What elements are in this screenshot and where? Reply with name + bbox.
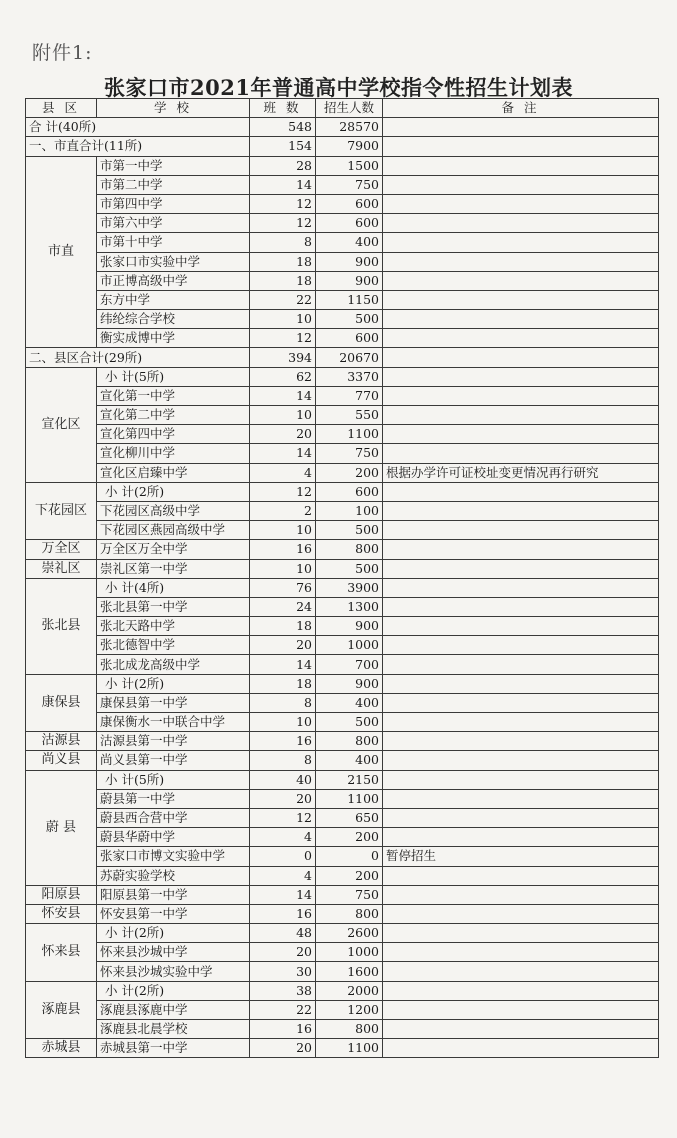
- class-count: 548: [250, 118, 316, 137]
- school-name: 下花园区高级中学: [97, 501, 250, 520]
- county-name: 怀来县: [26, 924, 97, 982]
- enrollment-count: 800: [316, 904, 383, 923]
- class-count: 8: [250, 233, 316, 252]
- table-row: [26, 367, 659, 386]
- table-row: [26, 789, 659, 808]
- county-name: 宣化区: [26, 367, 97, 482]
- table-row: [26, 463, 659, 482]
- header-remarks: 备 注: [383, 99, 659, 118]
- enrollment-count: 550: [316, 406, 383, 425]
- school-name: 赤城县第一中学: [97, 1039, 250, 1058]
- remark: [383, 636, 659, 655]
- school-name: 宣化第二中学: [97, 406, 250, 425]
- table-row: [26, 693, 659, 712]
- table-row: [26, 808, 659, 827]
- class-count: 20: [250, 943, 316, 962]
- enrollment-count: 770: [316, 386, 383, 405]
- county-name: 蔚 县: [26, 770, 97, 885]
- table-row: [26, 214, 659, 233]
- class-count: 20: [250, 636, 316, 655]
- remark: [383, 559, 659, 578]
- class-count: 20: [250, 425, 316, 444]
- table-row: [26, 847, 659, 866]
- class-count: 8: [250, 693, 316, 712]
- school-name: 怀安县第一中学: [97, 904, 250, 923]
- remark: [383, 329, 659, 348]
- total-row: [26, 348, 659, 367]
- school-name: 张北德智中学: [97, 636, 250, 655]
- enrollment-count: 28570: [316, 118, 383, 137]
- remark: [383, 655, 659, 674]
- county-name: 下花园区: [26, 482, 97, 540]
- county-name: 阳原县: [26, 885, 97, 904]
- class-count: 30: [250, 962, 316, 981]
- remark: [383, 1020, 659, 1039]
- school-name: 宣化第四中学: [97, 425, 250, 444]
- county-name: 尚义县: [26, 751, 97, 770]
- table-row: [26, 156, 659, 175]
- remark: [383, 233, 659, 252]
- class-count: 10: [250, 406, 316, 425]
- subtotal-label: 小 计(5所): [97, 770, 250, 789]
- remark: [383, 866, 659, 885]
- school-name: 市第二中学: [97, 175, 250, 194]
- enrollment-count: 750: [316, 175, 383, 194]
- remark: [383, 367, 659, 386]
- class-count: 48: [250, 924, 316, 943]
- school-name: 纬纶综合学校: [97, 310, 250, 329]
- remark: [383, 904, 659, 923]
- remark: [383, 808, 659, 827]
- class-count: 8: [250, 751, 316, 770]
- enrollment-count: 1600: [316, 962, 383, 981]
- class-count: 12: [250, 194, 316, 213]
- total-label: 一、市直合计(11所): [26, 137, 250, 156]
- school-name: 衡实成博中学: [97, 329, 250, 348]
- table-row: [26, 617, 659, 636]
- remark: [383, 713, 659, 732]
- school-name: 怀来县沙城中学: [97, 943, 250, 962]
- enrollment-count: 1000: [316, 636, 383, 655]
- table-row: [26, 770, 659, 789]
- table-row: [26, 501, 659, 520]
- school-name: 尚义县第一中学: [97, 751, 250, 770]
- remark: [383, 1000, 659, 1019]
- table-row: [26, 751, 659, 770]
- enrollment-count: 700: [316, 655, 383, 674]
- school-name: 张北天路中学: [97, 617, 250, 636]
- table-row: [26, 674, 659, 693]
- enrollment-count: 500: [316, 559, 383, 578]
- enrollment-count: 100: [316, 501, 383, 520]
- enrollment-count: 800: [316, 732, 383, 751]
- class-count: 20: [250, 789, 316, 808]
- remark: [383, 732, 659, 751]
- table-row: [26, 271, 659, 290]
- county-name: 崇礼区: [26, 559, 97, 578]
- remark: [383, 789, 659, 808]
- enrollment-count: 900: [316, 271, 383, 290]
- enrollment-count: 0: [316, 847, 383, 866]
- table-row: [26, 828, 659, 847]
- school-name: 阳原县第一中学: [97, 885, 250, 904]
- enrollment-count: 900: [316, 674, 383, 693]
- remark: [383, 386, 659, 405]
- table-row: [26, 482, 659, 501]
- table-row: [26, 425, 659, 444]
- enrollment-count: 1100: [316, 1039, 383, 1058]
- county-name: 沽源县: [26, 732, 97, 751]
- remark: [383, 310, 659, 329]
- class-count: 40: [250, 770, 316, 789]
- total-row: [26, 137, 659, 156]
- table-row: [26, 1020, 659, 1039]
- remark: [383, 770, 659, 789]
- enrollment-count: 900: [316, 252, 383, 271]
- table-row: [26, 252, 659, 271]
- total-row: [26, 118, 659, 137]
- enrollment-count: 1150: [316, 290, 383, 309]
- class-count: 14: [250, 175, 316, 194]
- county-name: 涿鹿县: [26, 981, 97, 1039]
- school-name: 蔚县华蔚中学: [97, 828, 250, 847]
- class-count: 10: [250, 521, 316, 540]
- table-row: [26, 194, 659, 213]
- remark: 根据办学许可证校址变更情况再行研究: [383, 463, 659, 482]
- school-name: 宣化第一中学: [97, 386, 250, 405]
- remark: [383, 828, 659, 847]
- enrollment-count: 1000: [316, 943, 383, 962]
- remark: [383, 962, 659, 981]
- table-row: [26, 444, 659, 463]
- school-name: 苏蔚实验学校: [97, 866, 250, 885]
- remark: [383, 521, 659, 540]
- remark: [383, 271, 659, 290]
- class-count: 4: [250, 463, 316, 482]
- class-count: 16: [250, 904, 316, 923]
- header-classes: 班 数: [250, 99, 316, 118]
- class-count: 18: [250, 674, 316, 693]
- school-name: 涿鹿县北晨学校: [97, 1020, 250, 1039]
- remark: [383, 194, 659, 213]
- table-row: [26, 655, 659, 674]
- enrollment-count: 800: [316, 1020, 383, 1039]
- table-header-row: [26, 99, 659, 118]
- remark: [383, 501, 659, 520]
- enrollment-count: 400: [316, 693, 383, 712]
- school-name: 张家口市博文实验中学: [97, 847, 250, 866]
- remark: [383, 482, 659, 501]
- table-row: [26, 713, 659, 732]
- class-count: 16: [250, 540, 316, 559]
- table-row: [26, 175, 659, 194]
- class-count: 18: [250, 617, 316, 636]
- remark: [383, 137, 659, 156]
- school-name: 崇礼区第一中学: [97, 559, 250, 578]
- remark: [383, 118, 659, 137]
- remark: [383, 674, 659, 693]
- remark: [383, 885, 659, 904]
- header-school: 学 校: [97, 99, 250, 118]
- enrollment-count: 800: [316, 540, 383, 559]
- enrollment-count: 500: [316, 310, 383, 329]
- table-body: [26, 99, 659, 1058]
- table-row: [26, 540, 659, 559]
- school-name: 市第十中学: [97, 233, 250, 252]
- county-name: 市直: [26, 156, 97, 348]
- school-name: 东方中学: [97, 290, 250, 309]
- table-row: [26, 310, 659, 329]
- enrollment-count: 2600: [316, 924, 383, 943]
- school-name: 宣化柳川中学: [97, 444, 250, 463]
- subtotal-label: 小 计(2所): [97, 981, 250, 1000]
- class-count: 12: [250, 214, 316, 233]
- school-name: 涿鹿县涿鹿中学: [97, 1000, 250, 1019]
- remark: [383, 156, 659, 175]
- enrollment-count: 2000: [316, 981, 383, 1000]
- school-name: 市第四中学: [97, 194, 250, 213]
- class-count: 12: [250, 808, 316, 827]
- enrollment-count: 200: [316, 828, 383, 847]
- enrollment-count: 400: [316, 751, 383, 770]
- enrollment-count: 1200: [316, 1000, 383, 1019]
- enrollment-count: 500: [316, 521, 383, 540]
- subtotal-label: 小 计(2所): [97, 482, 250, 501]
- school-name: 张北成龙高级中学: [97, 655, 250, 674]
- school-name: 下花园区燕园高级中学: [97, 521, 250, 540]
- class-count: 16: [250, 732, 316, 751]
- enrollment-count: 750: [316, 444, 383, 463]
- county-name: 康保县: [26, 674, 97, 732]
- school-name: 市正博高级中学: [97, 271, 250, 290]
- class-count: 22: [250, 290, 316, 309]
- class-count: 20: [250, 1039, 316, 1058]
- class-count: 18: [250, 271, 316, 290]
- class-count: 10: [250, 713, 316, 732]
- remark: [383, 406, 659, 425]
- remark: [383, 924, 659, 943]
- school-name: 市第六中学: [97, 214, 250, 233]
- class-count: 12: [250, 482, 316, 501]
- remark: [383, 540, 659, 559]
- enrollment-count: 750: [316, 885, 383, 904]
- table-row: [26, 1039, 659, 1058]
- remark: [383, 943, 659, 962]
- enrollment-count: 1500: [316, 156, 383, 175]
- subtotal-label: 小 计(2所): [97, 674, 250, 693]
- remark: [383, 1039, 659, 1058]
- table-row: [26, 943, 659, 962]
- class-count: 12: [250, 329, 316, 348]
- county-name: 赤城县: [26, 1039, 97, 1058]
- table-row: [26, 866, 659, 885]
- remark: [383, 578, 659, 597]
- table-row: [26, 981, 659, 1000]
- remark: [383, 597, 659, 616]
- school-name: 市第一中学: [97, 156, 250, 175]
- table-row: [26, 233, 659, 252]
- enrollment-count: 600: [316, 194, 383, 213]
- school-name: 蔚县西合营中学: [97, 808, 250, 827]
- table-row: [26, 962, 659, 981]
- school-name: 蔚县第一中学: [97, 789, 250, 808]
- table-row: [26, 578, 659, 597]
- table-row: [26, 597, 659, 616]
- class-count: 394: [250, 348, 316, 367]
- remark: [383, 751, 659, 770]
- enrollment-count: 200: [316, 866, 383, 885]
- subtotal-label: 小 计(2所): [97, 924, 250, 943]
- school-name: 康保衡水一中联合中学: [97, 713, 250, 732]
- table-row: [26, 386, 659, 405]
- table-row: [26, 406, 659, 425]
- table-row: [26, 904, 659, 923]
- school-name: 康保县第一中学: [97, 693, 250, 712]
- class-count: 76: [250, 578, 316, 597]
- table-row: [26, 290, 659, 309]
- enrollment-plan-table: [25, 98, 659, 1058]
- class-count: 14: [250, 386, 316, 405]
- class-count: 22: [250, 1000, 316, 1019]
- class-count: 0: [250, 847, 316, 866]
- class-count: 2: [250, 501, 316, 520]
- enrollment-count: 2150: [316, 770, 383, 789]
- table-row: [26, 559, 659, 578]
- enrollment-count: 650: [316, 808, 383, 827]
- remark: [383, 348, 659, 367]
- class-count: 62: [250, 367, 316, 386]
- enrollment-count: 400: [316, 233, 383, 252]
- table-row: [26, 329, 659, 348]
- class-count: 14: [250, 444, 316, 463]
- class-count: 14: [250, 885, 316, 904]
- total-label: 二、县区合计(29所): [26, 348, 250, 367]
- school-name: 张北县第一中学: [97, 597, 250, 616]
- enrollment-count: 3370: [316, 367, 383, 386]
- class-count: 16: [250, 1020, 316, 1039]
- attachment-label: 附件1:: [32, 42, 93, 64]
- table-row: [26, 732, 659, 751]
- table-row: [26, 1000, 659, 1019]
- subtotal-label: 小 计(5所): [97, 367, 250, 386]
- school-name: 怀来县沙城实验中学: [97, 962, 250, 981]
- page-title: 张家口市2021年普通高中学校指令性招生计划表: [104, 75, 573, 100]
- enrollment-count: 7900: [316, 137, 383, 156]
- remark: [383, 444, 659, 463]
- class-count: 4: [250, 828, 316, 847]
- class-count: 154: [250, 137, 316, 156]
- header-enrollment: 招生人数: [316, 99, 383, 118]
- remark: [383, 290, 659, 309]
- school-name: 沽源县第一中学: [97, 732, 250, 751]
- table-row: [26, 636, 659, 655]
- header-county: 县 区: [26, 99, 97, 118]
- class-count: 10: [250, 310, 316, 329]
- class-count: 38: [250, 981, 316, 1000]
- county-name: 万全区: [26, 540, 97, 559]
- class-count: 4: [250, 866, 316, 885]
- remark: 暂停招生: [383, 847, 659, 866]
- remark: [383, 693, 659, 712]
- class-count: 18: [250, 252, 316, 271]
- table-row: [26, 924, 659, 943]
- enrollment-count: 3900: [316, 578, 383, 597]
- school-name: 张家口市实验中学: [97, 252, 250, 271]
- enrollment-count: 600: [316, 214, 383, 233]
- remark: [383, 981, 659, 1000]
- class-count: 14: [250, 655, 316, 674]
- enrollment-count: 1100: [316, 425, 383, 444]
- county-name: 张北县: [26, 578, 97, 674]
- enrollment-count: 500: [316, 713, 383, 732]
- table-row: [26, 521, 659, 540]
- enrollment-count: 20670: [316, 348, 383, 367]
- enrollment-count: 1300: [316, 597, 383, 616]
- enrollment-count: 600: [316, 329, 383, 348]
- school-name: 万全区万全中学: [97, 540, 250, 559]
- table-row: [26, 885, 659, 904]
- remark: [383, 214, 659, 233]
- class-count: 10: [250, 559, 316, 578]
- enrollment-count: 200: [316, 463, 383, 482]
- remark: [383, 425, 659, 444]
- enrollment-count: 600: [316, 482, 383, 501]
- class-count: 24: [250, 597, 316, 616]
- remark: [383, 175, 659, 194]
- enrollment-count: 1100: [316, 789, 383, 808]
- remark: [383, 617, 659, 636]
- enrollment-count: 900: [316, 617, 383, 636]
- county-name: 怀安县: [26, 904, 97, 923]
- school-name: 宣化区启臻中学: [97, 463, 250, 482]
- remark: [383, 252, 659, 271]
- total-label: 合 计(40所): [26, 118, 250, 137]
- class-count: 28: [250, 156, 316, 175]
- subtotal-label: 小 计(4所): [97, 578, 250, 597]
